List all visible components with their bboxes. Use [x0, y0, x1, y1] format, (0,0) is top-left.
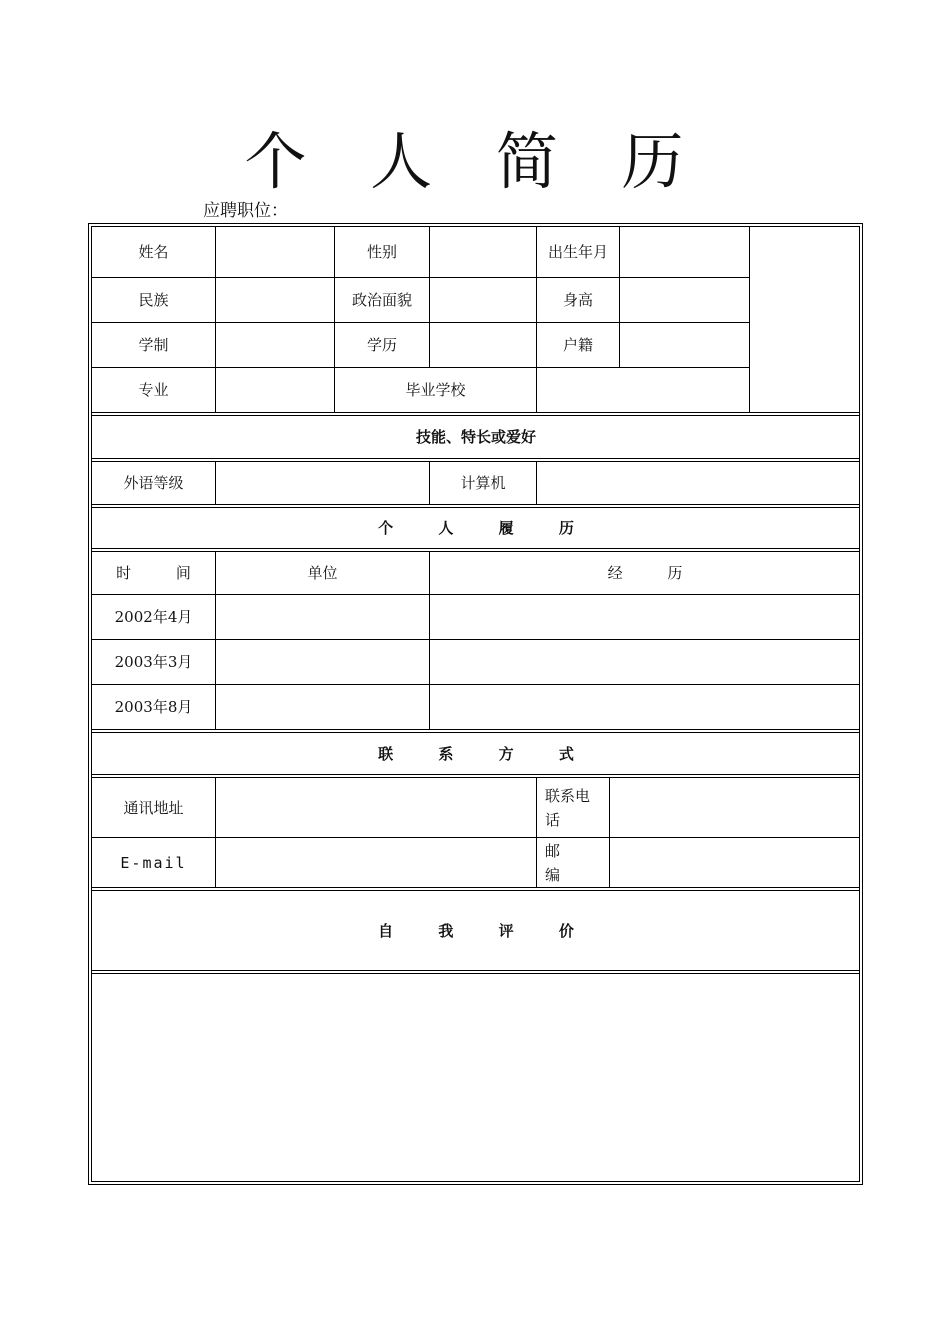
experience-column-header: 经 历 [607, 564, 703, 582]
history-row-time: 2002年4月 [114, 608, 193, 626]
postcode-label: 邮编 [545, 841, 561, 884]
column-divider [536, 461, 537, 505]
position-applied-label: 应聘职位： [203, 201, 288, 221]
column-divider [215, 461, 216, 505]
history-row-time: 2003年3月 [114, 653, 193, 671]
address-label: 通讯地址 [123, 798, 184, 817]
education-label: 学历 [366, 336, 397, 354]
section-divider [91, 970, 860, 971]
self-evaluation-heading: 自 我 评 价 [378, 921, 594, 940]
height-label: 身高 [562, 291, 593, 309]
name-label: 姓名 [138, 243, 169, 261]
photo-area-divider [749, 226, 750, 413]
column-divider [609, 777, 610, 888]
section-divider [91, 887, 860, 888]
political-status-label: 政治面貌 [351, 291, 412, 309]
household-label: 户籍 [562, 336, 593, 354]
ethnicity-label: 民族 [138, 291, 169, 309]
major-label: 专业 [138, 381, 169, 399]
section-divider [91, 504, 860, 505]
birth-date-label: 出生年月 [547, 243, 608, 261]
phone-label: 联系电话 [545, 786, 591, 829]
self-evaluation-area[interactable] [92, 974, 860, 1181]
section-divider [91, 729, 860, 730]
schooling-label: 学制 [138, 336, 169, 354]
language-level-label: 外语等级 [123, 474, 184, 492]
column-divider [215, 777, 216, 888]
history-heading: 个 人 履 历 [378, 519, 594, 537]
contact-heading: 联 系 方 式 [378, 744, 594, 763]
section-divider [91, 548, 860, 549]
gender-label: 性别 [366, 243, 397, 261]
time-column-header: 时 间 [116, 564, 211, 582]
email-label: E-mail [120, 853, 187, 872]
column-divider [215, 226, 216, 413]
section-divider [91, 774, 860, 775]
unit-column-header: 单位 [307, 564, 338, 582]
column-divider [619, 226, 620, 368]
skills-heading: 技能、特长或爱好 [415, 428, 536, 446]
page-title: 个 人 简 历 [244, 125, 706, 198]
section-divider [91, 458, 860, 459]
computer-label: 计算机 [460, 474, 506, 492]
school-label: 毕业学校 [405, 381, 466, 399]
history-row-time: 2003年8月 [114, 698, 193, 716]
column-divider [429, 226, 430, 368]
section-divider [91, 412, 860, 413]
